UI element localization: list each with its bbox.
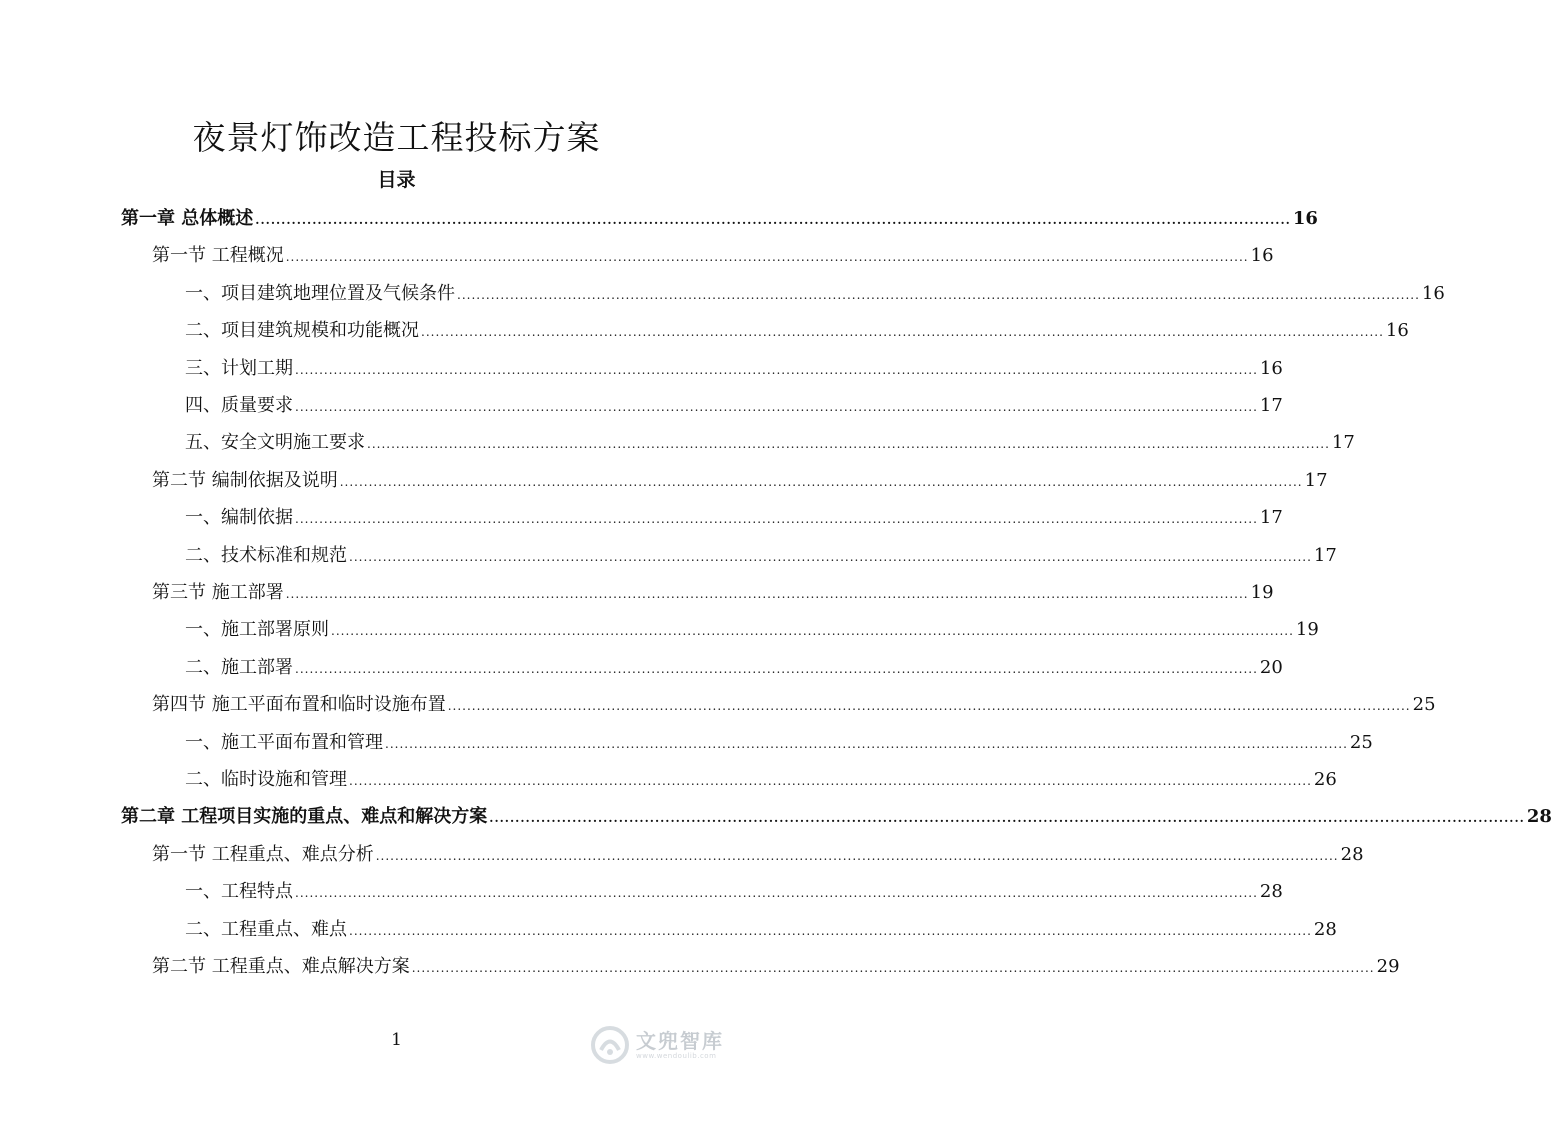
- toc-entry-label: 第二章 工程项目实施的重点、难点和解决方案: [121, 806, 488, 828]
- toc-entry-page: 28: [1313, 918, 1337, 940]
- toc-entry-page: 25: [1412, 694, 1436, 716]
- toc-leader-dots: ........................................................................................................................................................................................................: [331, 624, 1294, 639]
- toc-entry-page: 16: [1250, 245, 1274, 267]
- toc-entry-label: 第三节 施工部署: [152, 582, 284, 603]
- toc-entry-label: 第四节 施工平面布置和临时设施布置: [152, 694, 446, 716]
- toc-leader-dots: ........................................................................................................................................................................................................: [285, 587, 1249, 601]
- toc-leader-dots: ........................................................................................................................................................................................................: [489, 811, 1525, 826]
- toc-entry-label: 一、工程特点: [185, 881, 293, 903]
- toc-leader-dots: ........................................................................................................................................................................................................: [367, 437, 1330, 452]
- toc-entry-label: 二、项目建筑规模和功能概况: [185, 320, 419, 342]
- toc-entry[interactable]: [152, 686, 1436, 723]
- toc-entry-label: 三、计划工期: [185, 357, 293, 379]
- toc-entry-page: 29: [1376, 956, 1400, 977]
- toc-leader-dots: ........................................................................................................................................................................................................: [349, 549, 1312, 564]
- document-title: 夜景灯饰改造工程投标方案: [192, 118, 601, 157]
- toc-entry[interactable]: [185, 761, 1337, 798]
- toc-entry-page: 17: [1304, 469, 1328, 491]
- toc-leader-dots: ........................................................................................................................................................................................................: [447, 699, 1411, 714]
- toc-entry[interactable]: [185, 911, 1337, 948]
- toc-leader-dots: ........................................................................................................................................................................................................: [255, 213, 1291, 227]
- toc-entry[interactable]: [152, 574, 1274, 611]
- toc-entry[interactable]: [152, 237, 1274, 274]
- toc-entry-label: 二、临时设施和管理: [185, 769, 347, 790]
- toc-entry[interactable]: [185, 350, 1283, 387]
- toc-entry-page: 25: [1349, 731, 1373, 753]
- toc-entry[interactable]: [185, 649, 1283, 686]
- toc-leader-dots: ........................................................................................................................................................................................................: [421, 325, 1384, 340]
- toc-entry-page: 20: [1259, 656, 1283, 678]
- toc-entry[interactable]: [121, 200, 1318, 237]
- toc-entry-page: 16: [1421, 282, 1445, 304]
- toc-entry-page: 17: [1313, 544, 1337, 566]
- toc-leader-dots: ........................................................................................................................................................................................................: [295, 400, 1258, 414]
- watermark: [590, 1020, 760, 1070]
- watermark-title: 文兜智库: [636, 1029, 724, 1053]
- toc-entry-page: 17: [1259, 395, 1283, 416]
- toc-leader-dots: ........................................................................................................................................................................................................: [295, 661, 1258, 676]
- toc-leader-dots: ........................................................................................................................................................................................................: [339, 474, 1303, 489]
- toc-entry-label: 五、安全文明施工要求: [185, 432, 365, 454]
- wendou-logo-icon: [590, 1025, 630, 1065]
- toc-entry-label: 二、施工部署: [185, 656, 293, 678]
- toc-entry-page: 19: [1295, 619, 1319, 641]
- toc-entry-label: 一、施工部署原则: [185, 619, 329, 641]
- toc-entry-page: 28: [1340, 843, 1364, 865]
- toc-leader-dots: ........................................................................................................................................................................................................: [349, 774, 1312, 788]
- page-number: 1: [391, 1030, 402, 1050]
- toc-entry-label: 二、技术标准和规范: [185, 544, 347, 566]
- toc-entry-label: 第一节 工程概况: [152, 245, 284, 267]
- toc-entry[interactable]: [185, 387, 1283, 424]
- toc-entry-page: 19: [1250, 582, 1274, 603]
- toc-entry-page: 16: [1292, 208, 1318, 229]
- toc-leader-dots: ........................................................................................................................................................................................................: [295, 362, 1258, 377]
- toc-leader-dots: ........................................................................................................................................................................................................: [375, 848, 1339, 863]
- toc-entry[interactable]: [185, 611, 1319, 648]
- toc-entry-page: 16: [1385, 320, 1409, 342]
- toc-entry-label: 第二节 编制依据及说明: [152, 469, 338, 491]
- toc-entry[interactable]: [152, 948, 1400, 985]
- toc-entry-label: 第一章 总体概述: [121, 208, 254, 229]
- watermark-url: www.wendoulib.com: [636, 1052, 717, 1060]
- toc-leader-dots: ........................................................................................................................................................................................................: [295, 886, 1258, 901]
- toc-entry[interactable]: [185, 275, 1445, 312]
- toc-entry[interactable]: [185, 724, 1373, 761]
- toc-leader-dots: ........................................................................................................................................................................................................: [411, 961, 1375, 975]
- toc-heading: 目录: [377, 169, 416, 191]
- toc-entry[interactable]: [152, 462, 1328, 499]
- toc-entry-label: 一、项目建筑地理位置及气候条件: [185, 282, 455, 304]
- toc-leader-dots: ........................................................................................................................................................................................................: [295, 512, 1258, 527]
- toc-entry[interactable]: [185, 499, 1283, 536]
- toc-entry[interactable]: [185, 537, 1337, 574]
- toc-entry-label: 四、质量要求: [185, 395, 293, 416]
- toc-entry[interactable]: [152, 836, 1364, 873]
- toc-leader-dots: ........................................................................................................................................................................................................: [349, 923, 1312, 938]
- toc-entry[interactable]: [185, 312, 1409, 349]
- toc-leader-dots: ........................................................................................................................................................................................................: [285, 250, 1249, 265]
- toc-entry-label: 一、施工平面布置和管理: [185, 731, 383, 753]
- toc-entry-page: 16: [1259, 357, 1283, 379]
- toc-entry[interactable]: [185, 424, 1355, 461]
- toc-leader-dots: ........................................................................................................................................................................................................: [457, 287, 1420, 302]
- toc-entry-page: 17: [1259, 507, 1283, 529]
- toc-entry-page: 26: [1313, 769, 1337, 790]
- toc-entry-page: 17: [1331, 432, 1355, 454]
- toc-entry-page: 28: [1259, 881, 1283, 903]
- toc-entry-label: 第二节 工程重点、难点解决方案: [152, 956, 410, 977]
- toc-entry[interactable]: [185, 873, 1283, 910]
- toc-entry-page: 28: [1526, 806, 1552, 828]
- toc-entry[interactable]: [121, 798, 1552, 835]
- toc-entry-label: 二、工程重点、难点: [185, 918, 347, 940]
- toc-entry-label: 一、编制依据: [185, 507, 293, 529]
- toc-leader-dots: ........................................................................................................................................................................................................: [385, 736, 1348, 751]
- toc-entry-label: 第一节 工程重点、难点分析: [152, 843, 374, 865]
